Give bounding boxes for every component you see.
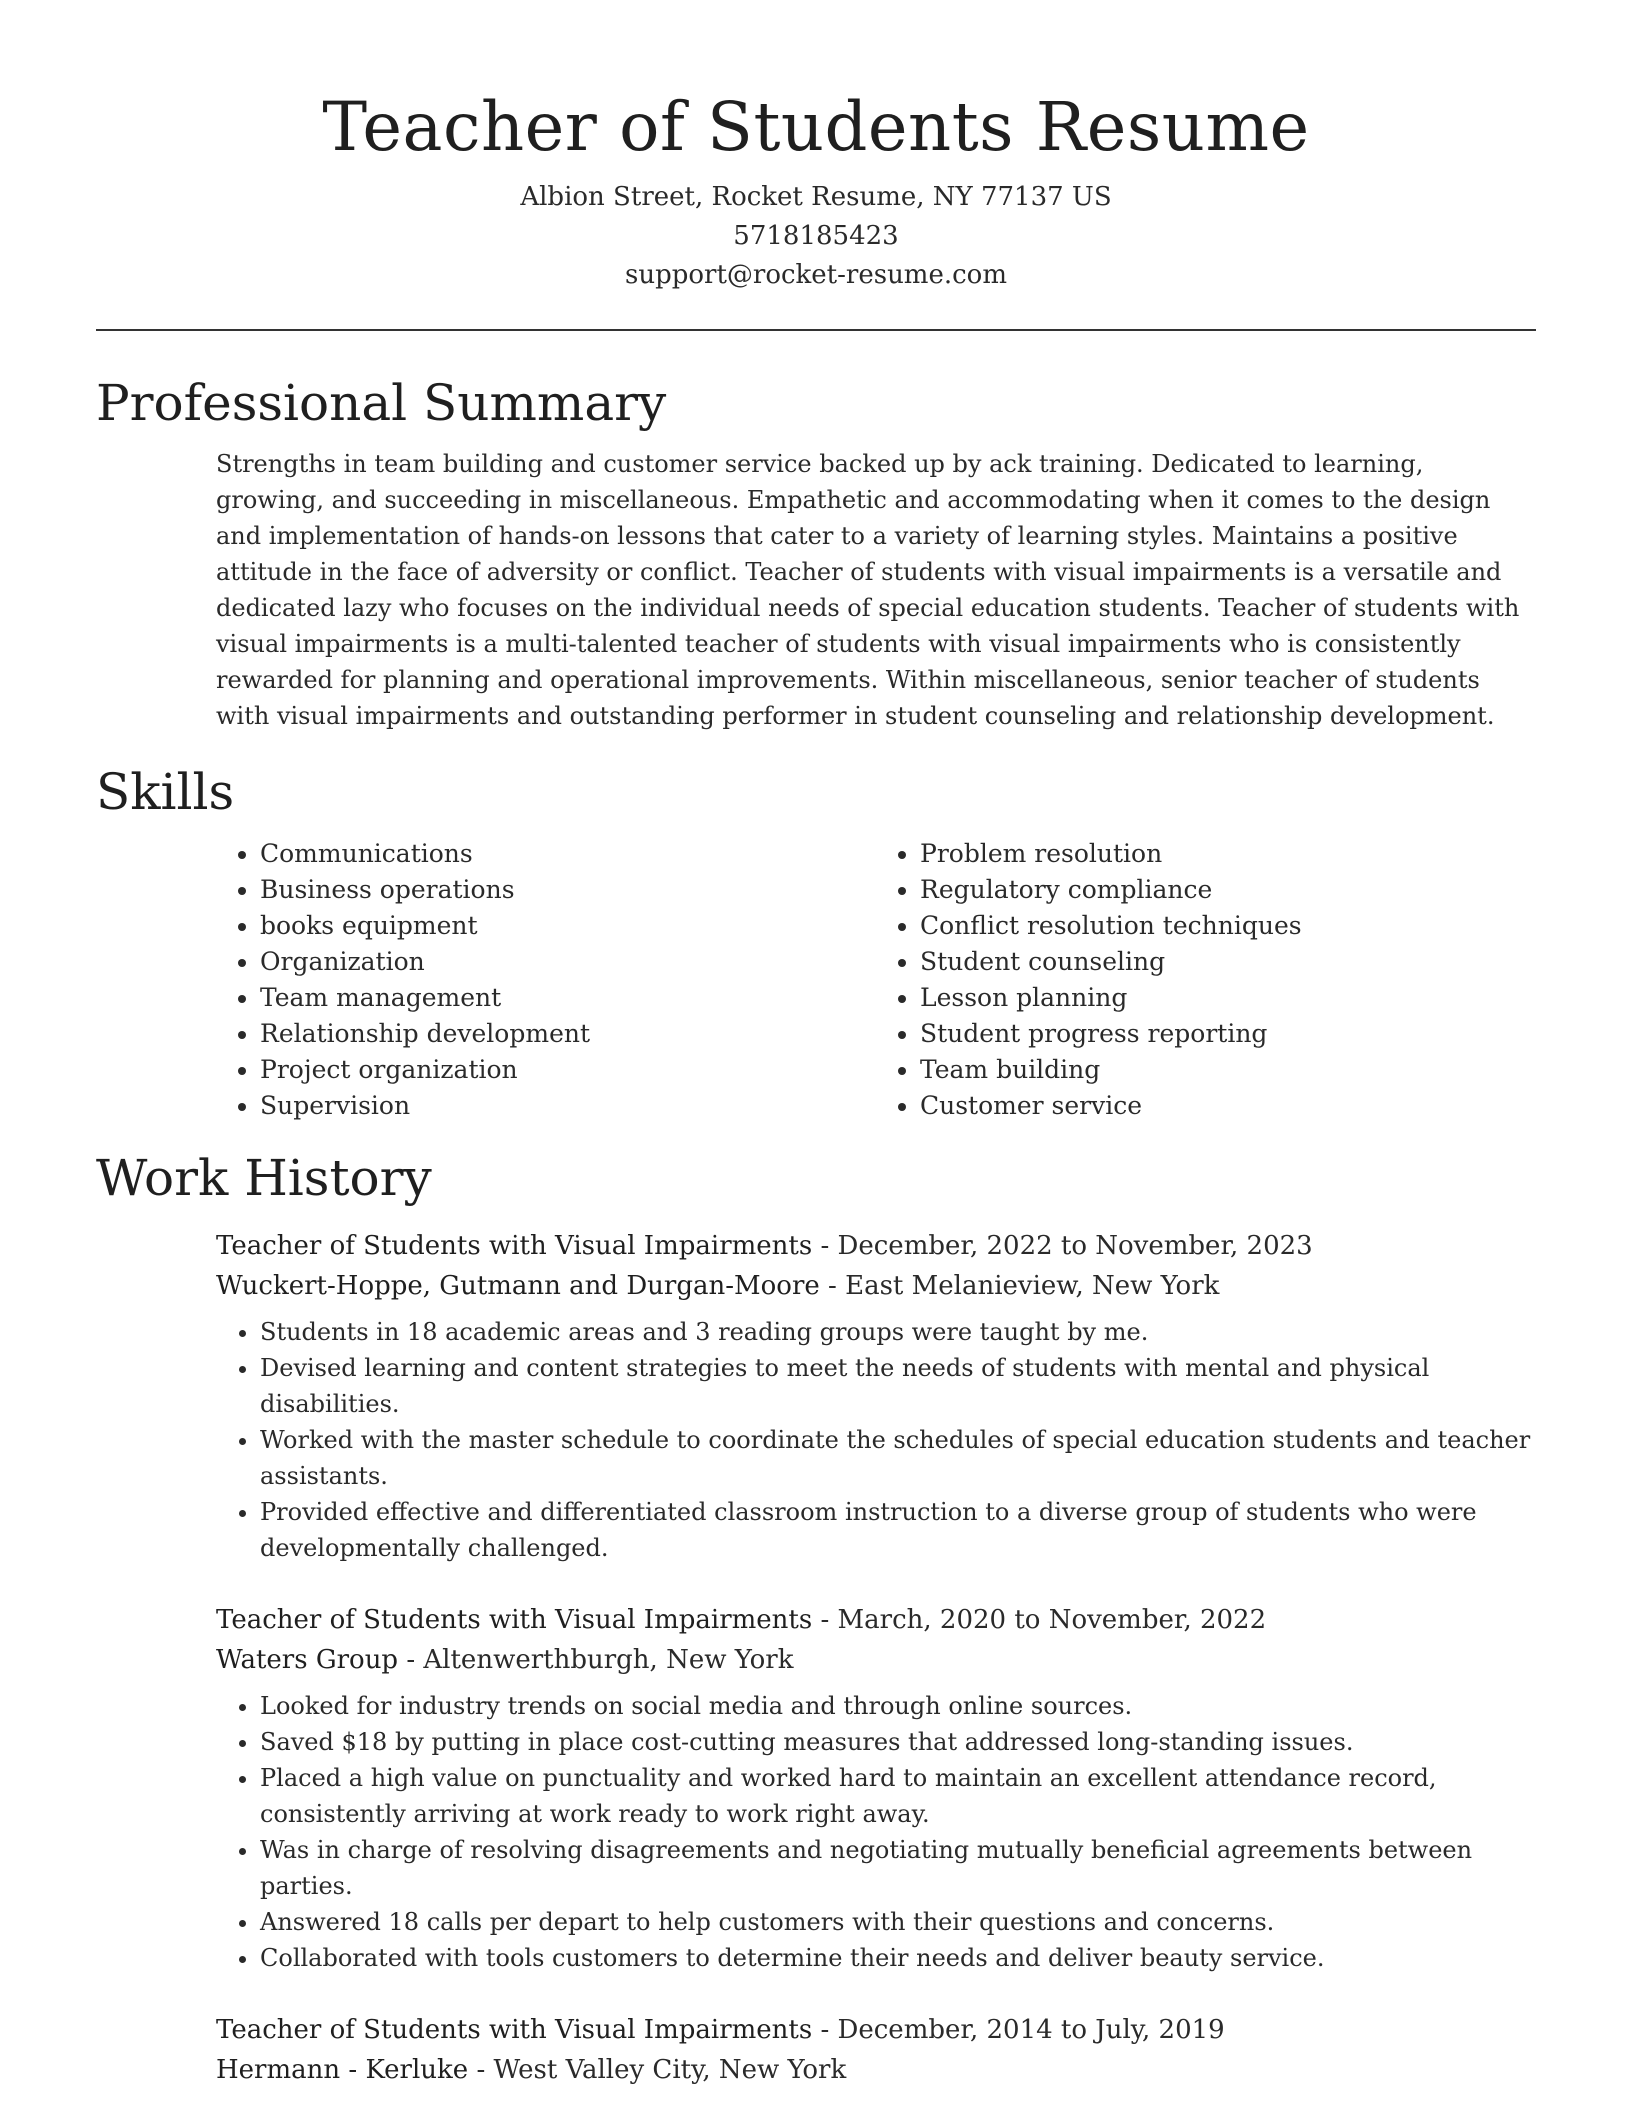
job-dates: - December, 2014 to July, 2019	[812, 2015, 1225, 2045]
job-dates: - March, 2020 to November, 2022	[812, 1605, 1267, 1635]
skill-item: • Regulatory compliance	[920, 872, 1536, 908]
job-location: - West Valley City, New York	[468, 2055, 847, 2085]
job-title: Teacher of Students with Visual Impairments	[216, 1605, 813, 1635]
job-bullet: • Devised learning and content strategies to meet the needs of students with mental and physical disabilities.	[260, 1350, 1536, 1422]
skill-item: • Communications	[260, 836, 876, 872]
job-entry	[216, 1226, 1536, 1566]
job-bullet: • Placed a high value on punctuality and worked hard to maintain an excellent attendance record, consistently arriving at work ready to work right away.	[260, 1760, 1536, 1832]
work-history-section	[96, 1148, 1536, 2090]
job-company: Hermann - Kerluke	[216, 2055, 469, 2085]
summary-section	[96, 373, 1536, 734]
resume-page	[96, 0, 1536, 2112]
job-location: - East Melanieview, New York	[819, 1271, 1220, 1301]
job-title-line	[216, 2010, 1536, 2050]
job-title-line	[216, 1226, 1536, 1266]
job-bullet-list	[216, 1314, 1536, 1566]
summary-heading: Professional Summary	[96, 374, 667, 432]
job-bullet: • Answered 18 calls per depart to help customers with their questions and concerns.	[260, 1904, 1536, 1940]
job-title: Teacher of Students with Visual Impairments	[216, 2015, 813, 2045]
skill-item: • Problem resolution	[920, 836, 1536, 872]
skill-item: • books equipment	[260, 908, 876, 944]
job-title-line	[216, 1600, 1536, 1640]
skill-item: • Student counseling	[920, 944, 1536, 980]
phone-text: 5718185423	[733, 221, 899, 251]
skill-item: • Conflict resolution techniques	[920, 908, 1536, 944]
job-company: Wuckert-Hoppe, Gutmann and Durgan-Moore	[216, 1271, 820, 1301]
job-title: Teacher of Students with Visual Impairments	[216, 1231, 813, 1261]
header-divider	[96, 329, 1536, 331]
summary-paragraph: Strengths in team building and customer service backed up by ack training. Dedicated to learning, growing, and succeeding in miscellaneous. Empathetic and accommodating when it comes to the design and implementation of hands-on lessons that cater to a variety of learning styles. Maintains a positive attitude in the face of adversity or conflict. Teacher of students with visual impairments is a versatile and dedicated lazy who focuses on the individual needs of special education students. Teacher of students with visual impairments is a multi-talented teacher of students with visual impairments who is consistently rewarded for planning and operational improvements. Within miscellaneous, senior teacher of students with visual impairments and outstanding performer in student counseling and relationship development.	[216, 450, 1520, 730]
address-text: Albion Street, Rocket Resume, NY 77137 US	[520, 182, 1112, 212]
job-company-line	[216, 2050, 1536, 2090]
skill-item: • Customer service	[920, 1088, 1536, 1124]
skill-item: • Relationship development	[260, 1016, 876, 1052]
skill-item: • Lesson planning	[920, 980, 1536, 1016]
job-bullet: • Was in charge of resolving disagreements and negotiating mutually beneficial agreements between parties.	[260, 1832, 1536, 1904]
skill-item: • Team management	[260, 980, 876, 1016]
skills-list-right	[876, 836, 1536, 1124]
contact-info	[96, 178, 1536, 295]
job-bullet-list	[216, 1688, 1536, 1976]
job-dates: - December, 2022 to November, 2023	[812, 1231, 1313, 1261]
job-entry	[216, 2010, 1536, 2090]
job-company-line	[216, 1266, 1536, 1306]
resume-title: Teacher of Students Resume	[322, 88, 1310, 166]
skills-list-left	[216, 836, 876, 1124]
resume-header	[96, 0, 1536, 295]
job-company-line	[216, 1640, 1536, 1680]
skills-heading: Skills	[96, 763, 235, 821]
skill-item: • Project organization	[260, 1052, 876, 1088]
job-bullet: • Saved $18 by putting in place cost-cutting measures that addressed long-standing issues.	[260, 1724, 1536, 1760]
skill-item: • Supervision	[260, 1088, 876, 1124]
skill-item: • Team building	[920, 1052, 1536, 1088]
email-text: support@rocket-resume.com	[624, 260, 1007, 290]
job-location: - Altenwerthburgh, New York	[398, 1645, 794, 1675]
skill-item: • Business operations	[260, 872, 876, 908]
skill-item: • Organization	[260, 944, 876, 980]
job-entry	[216, 1600, 1536, 1976]
job-bullet: • Looked for industry trends on social media and through online sources.	[260, 1688, 1536, 1724]
skills-section	[96, 762, 1536, 1124]
job-company: Waters Group	[216, 1645, 399, 1675]
job-bullet: • Students in 18 academic areas and 3 reading groups were taught by me.	[260, 1314, 1536, 1350]
skill-item: • Student progress reporting	[920, 1016, 1536, 1052]
job-bullet: • Collaborated with tools customers to determine their needs and deliver beauty service.	[260, 1940, 1536, 1976]
work-history-heading: Work History	[96, 1149, 432, 1207]
job-bullet: • Provided effective and differentiated classroom instruction to a diverse group of students who were developmentally challenged.	[260, 1494, 1536, 1566]
skills-columns	[216, 836, 1536, 1124]
job-bullet: • Worked with the master schedule to coordinate the schedules of special education students and teacher assistants.	[260, 1422, 1536, 1494]
